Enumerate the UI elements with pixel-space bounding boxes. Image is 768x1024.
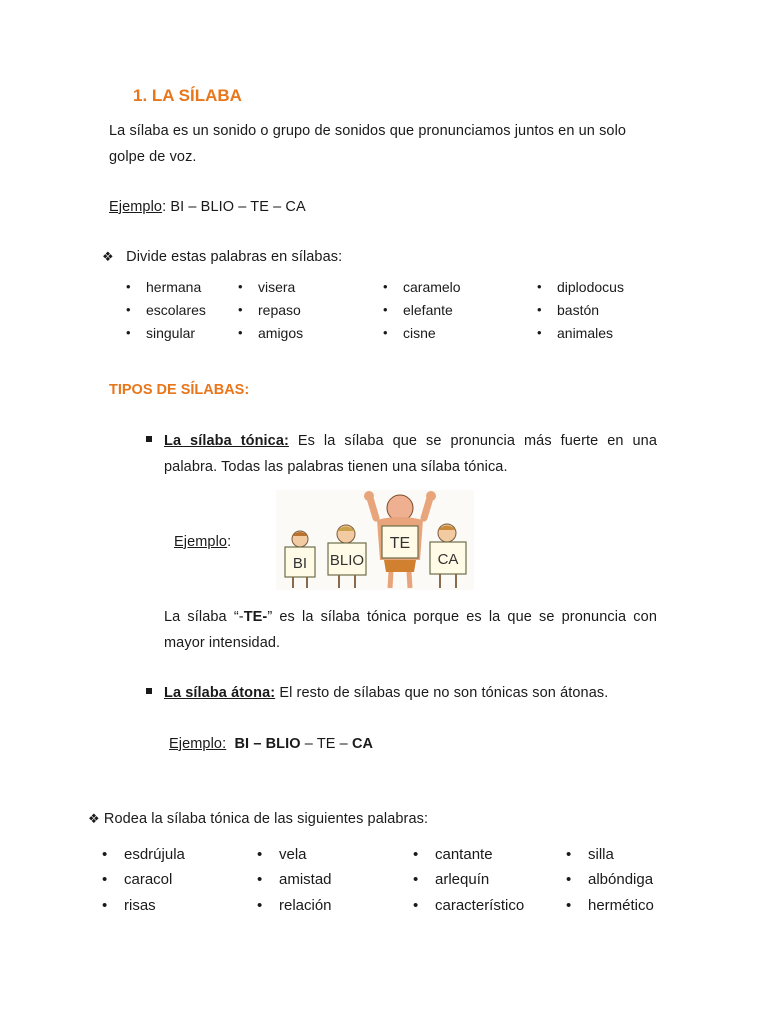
syllable-ca: CA — [437, 551, 459, 568]
tonica-line-2: palabra. Todas las palabras tienen una sílaba tónica. — [164, 459, 508, 475]
atona-ex-mid: – TE – — [300, 736, 352, 752]
list-item: • amistad — [279, 871, 332, 888]
atona-example — [169, 731, 373, 757]
atona-example-label: Ejemplo: — [169, 736, 227, 752]
list-item: • animales — [557, 325, 613, 341]
list-item: • cisne — [403, 325, 436, 341]
diamond-bullet-icon: ❖ — [102, 249, 114, 264]
exercise-1-text: Divide estas palabras en sílabas: — [126, 249, 343, 265]
example-1 — [109, 194, 306, 220]
square-bullet-icon — [146, 686, 154, 694]
square-bullet-icon — [146, 434, 154, 442]
tonica-term: La sílaba tónica: — [164, 433, 289, 449]
syllable-blio: BLIO — [329, 552, 365, 569]
explain-pre: La sílaba “- — [164, 609, 244, 625]
list-item: • cantante — [435, 846, 493, 863]
tonica-example-colon: : — [227, 534, 232, 550]
tonica-line-1 — [164, 428, 657, 454]
list-item: • bastón — [557, 302, 599, 318]
exercise-1-instruction — [102, 244, 342, 270]
explain-post: ” es la sílaba tónica porque es la que se pronuncia con — [267, 609, 657, 625]
atona-term: La sílaba átona: — [164, 685, 276, 701]
list-item: • diplodocus — [557, 279, 624, 295]
list-item: • característico — [435, 897, 524, 914]
list-item: • repaso — [258, 302, 301, 318]
exercise-2-instruction — [88, 806, 428, 832]
list-item: • risas — [124, 897, 156, 914]
example-1-text: : BI – BLIO – TE – CA — [162, 199, 306, 215]
syllable-characters-illustration — [276, 490, 474, 590]
atona-ex-bold-2: CA — [351, 736, 374, 752]
list-item: • caracol — [124, 871, 172, 888]
explain-bold: TE- — [243, 609, 268, 625]
tonica-example — [174, 529, 231, 555]
list-item: • hermana — [146, 279, 201, 295]
list-item: • escolares — [146, 302, 206, 318]
list-item: • singular — [146, 325, 195, 341]
exercise-2-text: Rodea la sílaba tónica de las siguientes palabras: — [103, 811, 429, 827]
atona-line — [164, 680, 608, 706]
list-item: • vela — [279, 846, 307, 863]
list-item: • visera — [258, 279, 295, 295]
list-item: • amigos — [258, 325, 303, 341]
atona-ex-bold-1: BI – BLIO — [234, 736, 301, 752]
intro-line-2: golpe de voz. — [109, 149, 197, 165]
tonica-example-label: Ejemplo — [174, 534, 228, 550]
syllable-te: TE — [389, 535, 411, 552]
list-item: • arlequín — [435, 871, 489, 888]
diamond-bullet-icon: ❖ — [88, 811, 100, 826]
list-item: • albóndiga — [588, 871, 653, 888]
section-title: TIPOS DE SÍLABAS: — [109, 382, 250, 398]
atona-text: El resto de sílabas que no son tónicas son átonas. — [275, 685, 609, 701]
list-item: • caramelo — [403, 279, 461, 295]
list-item: • relación — [279, 897, 332, 914]
list-item: • hermético — [588, 897, 654, 914]
list-item: • elefante — [403, 302, 453, 318]
tonica-text: Es la sílaba que se pronuncia más fuerte en una — [288, 433, 657, 449]
tonica-explain-line-1 — [164, 604, 657, 630]
syllable-bi: BI — [292, 555, 308, 572]
tonica-explain-line-2: mayor intensidad. — [164, 635, 281, 651]
list-item: • silla — [588, 846, 614, 863]
page-title: 1. LA SÍLABA — [133, 86, 242, 105]
example-1-label: Ejemplo — [109, 199, 163, 215]
intro-line-1: La sílaba es un sonido o grupo de sonidos que pronunciamos juntos en un solo — [109, 123, 627, 139]
list-item: • esdrújula — [124, 846, 185, 863]
